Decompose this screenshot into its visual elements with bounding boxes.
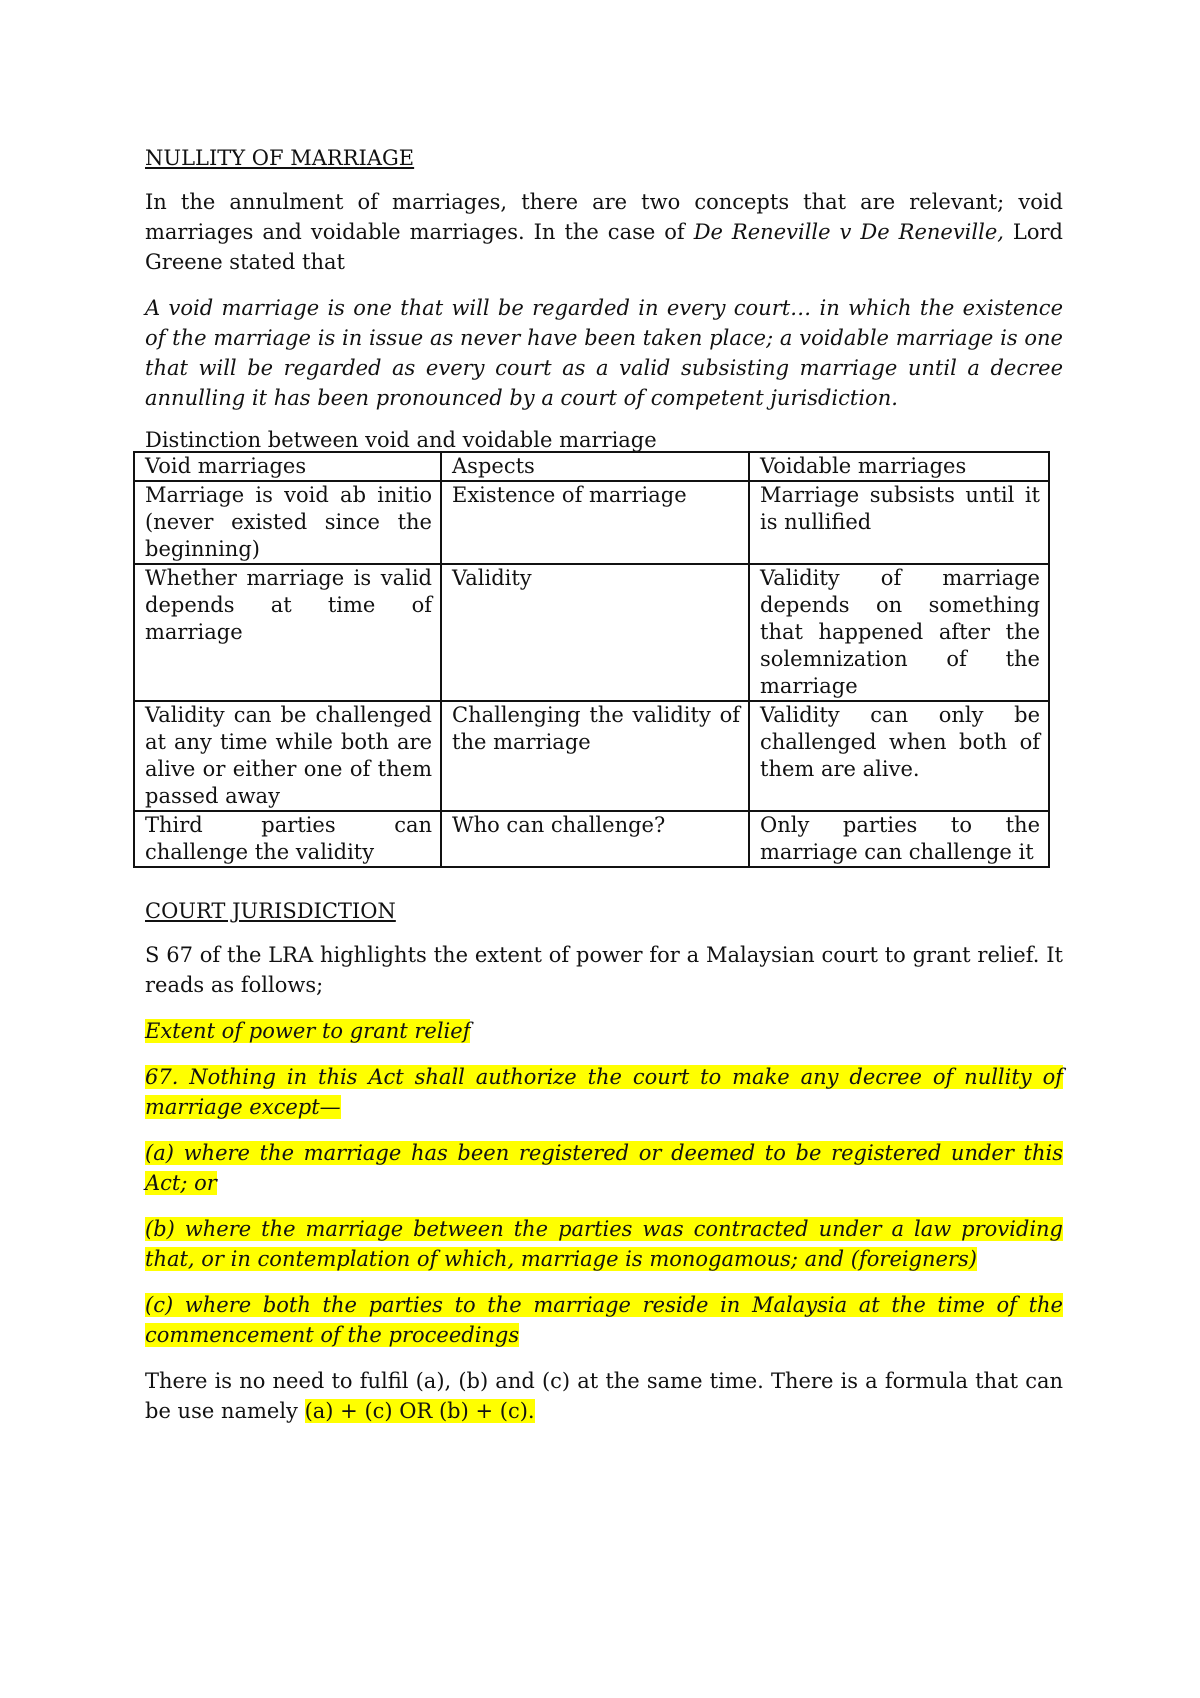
table-row	[134, 481, 1049, 564]
statute-heading-text: Extent of power to grant relief	[145, 1019, 471, 1043]
header-cell: Aspects	[441, 452, 749, 481]
table-cell: Marriage subsists until it is nullified	[749, 481, 1049, 564]
case-name: De Reneville v De Reneville,	[693, 220, 1004, 244]
table-cell: Marriage is void ab initio (never existed since the beginning)	[134, 481, 441, 564]
clause-a-text: (a) where the marriage has been registered or deemed to be registered under this Act; or	[145, 1141, 1063, 1195]
table-cell: Third parties can challenge the validity	[134, 811, 441, 867]
header-cell: Void marriages	[134, 452, 441, 481]
section-title-nullity: NULLITY OF MARRIAGE	[145, 146, 415, 170]
clause-a	[145, 1138, 1063, 1198]
formula-highlight: (a) + (c) OR (b) + (c).	[304, 1399, 535, 1423]
distinction-table	[133, 451, 1050, 868]
table-cell: Challenging the validity of the marriage	[441, 701, 749, 811]
intro-text-2: Lord Greene stated that	[145, 220, 1064, 274]
statute-heading	[145, 1016, 1063, 1046]
table-cell: Validity of marriage depends on something that happened after the solemnization of the marriage	[749, 564, 1049, 701]
table-row	[134, 701, 1049, 811]
statute-section-67-text: 67. Nothing in this Act shall authorize the court to make any decree of nullity of marriage except—	[145, 1065, 1063, 1119]
section-nullity	[145, 143, 1063, 471]
statute-section-67	[145, 1062, 1063, 1122]
intro-text-1: In the annulment of marriages, there are two concepts that are relevant; void marriages and voidable marriages. In the case of	[145, 190, 1063, 244]
clause-c	[145, 1290, 1063, 1350]
table-cell: Validity	[441, 564, 749, 701]
conclusion-text: There is no need to fulfil (a), (b) and (c) at the same time. There is a formula that can be use namely	[145, 1369, 1063, 1423]
clause-c-text: (c) where both the parties to the marriage reside in Malaysia at the time of the commencement of the proceedings	[145, 1293, 1063, 1347]
clause-b	[145, 1214, 1063, 1274]
section-court-jurisdiction	[145, 896, 1063, 1442]
table-cell: Existence of marriage	[441, 481, 749, 564]
header-cell: Voidable marriages	[749, 452, 1049, 481]
table-caption: Distinction between void and voidable marriage	[145, 428, 657, 452]
table-cell: Validity can only be challenged when both of them are alive.	[749, 701, 1049, 811]
section-title-jurisdiction: COURT JURISDICTION	[145, 899, 396, 923]
table-header-row	[134, 452, 1049, 481]
table-cell: Whether marriage is valid depends at time of marriage	[134, 564, 441, 701]
table-cell: Only parties to the marriage can challenge it	[749, 811, 1049, 867]
quote-paragraph: A void marriage is one that will be regarded in every court… in which the existence of the marriage is in issue as never have been taken place; a voidable marriage is one that will be regarded as every court as a valid subsisting marriage until a decree annulling it has been pronounced by a court of competent jurisdiction.	[145, 296, 1063, 410]
table-cell: Validity can be challenged at any time while both are alive or either one of them passed away	[134, 701, 441, 811]
table-row	[134, 811, 1049, 867]
conclusion-paragraph	[145, 1366, 1063, 1426]
clause-b-text: (b) where the marriage between the parties was contracted under a law providing that, or in contemplation of which, marriage is monogamous; and (foreigners)	[145, 1217, 1063, 1271]
table-row	[134, 564, 1049, 701]
table-cell: Who can challenge?	[441, 811, 749, 867]
jurisdiction-intro: S 67 of the LRA highlights the extent of power for a Malaysian court to grant relief. It reads as follows;	[145, 943, 1063, 997]
intro-paragraph	[145, 187, 1063, 277]
